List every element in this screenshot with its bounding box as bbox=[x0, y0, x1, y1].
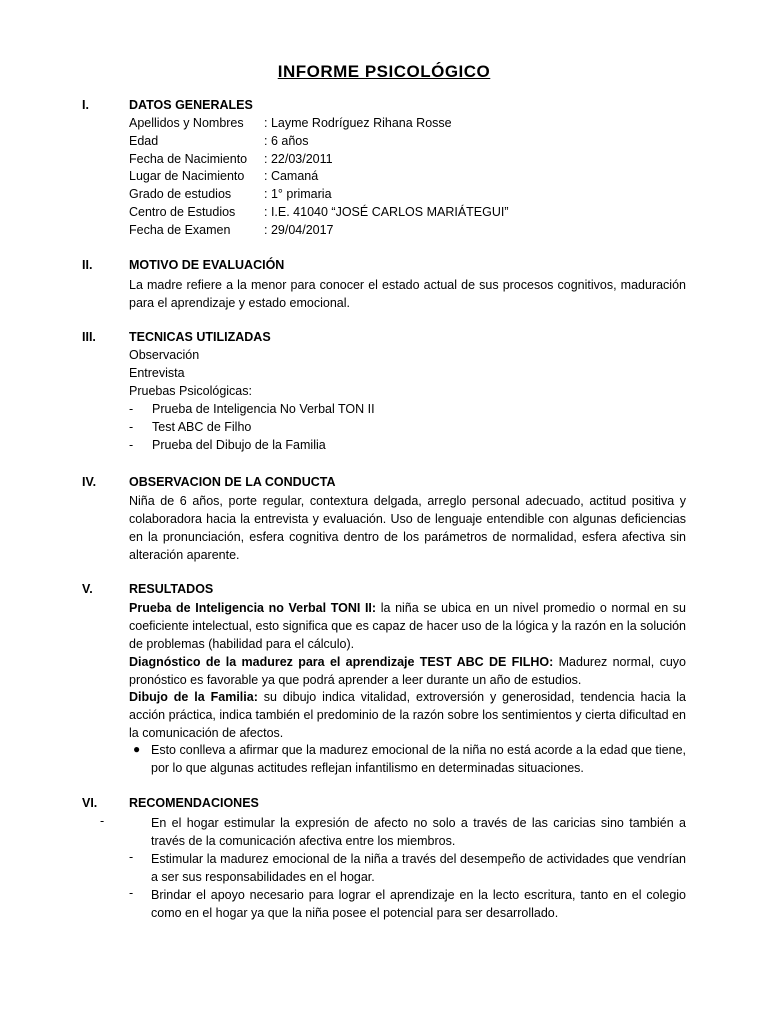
result-abc-lead: Diagnóstico de la madurez para el aprendizaje TEST ABC DE FILHO: bbox=[129, 655, 554, 669]
field-row bbox=[129, 223, 334, 237]
test-item: Test ABC de Filho bbox=[152, 420, 252, 434]
section-1-number: I. bbox=[82, 98, 89, 112]
field-value: : Camaná bbox=[264, 169, 319, 183]
technique-item: Observación bbox=[129, 348, 200, 362]
section-2-text: La madre refiere a la menor para conocer el estado actual de sus procesos cognitivos, maduración para el aprendizaje y estado emocional. bbox=[129, 278, 686, 310]
result-bullet-text: Esto conlleva a afirmar que la madurez emocional de la niña no está acorde a la edad que tiene, por lo que algunas actitudes reflejan infantilismo en determinadas situaciones. bbox=[151, 743, 686, 775]
field-label: Fecha de Nacimiento bbox=[129, 152, 248, 166]
test-item: Prueba de Inteligencia No Verbal TON II bbox=[152, 402, 375, 416]
field-label: Lugar de Nacimiento bbox=[129, 169, 245, 183]
field-value: : 22/03/2011 bbox=[264, 152, 333, 166]
recommendation-item: Brindar el apoyo necesario para lograr el aprendizaje en la lecto escritura, tanto en el colegio como en el hogar ya que la niña posee el potencial para ser desarrollado. bbox=[151, 888, 686, 920]
field-value: : 1° primaria bbox=[264, 187, 332, 201]
field-label: Apellidos y Nombres bbox=[129, 116, 244, 130]
result-toni bbox=[129, 599, 686, 653]
section-5-number: V. bbox=[82, 582, 93, 596]
list-dash: - bbox=[100, 814, 105, 828]
report-title: INFORME PSICOLÓGICO bbox=[277, 62, 491, 81]
section-5-heading: RESULTADOS bbox=[129, 582, 214, 596]
field-label: Centro de Estudios bbox=[129, 205, 236, 219]
field-row bbox=[129, 169, 318, 183]
result-abc bbox=[129, 653, 686, 689]
section-4-number: IV. bbox=[82, 475, 97, 489]
field-value: : Layme Rodríguez Rihana Rosse bbox=[264, 116, 452, 130]
field-value: : 29/04/2017 bbox=[264, 223, 334, 237]
section-2-heading: MOTIVO DE EVALUACIÓN bbox=[129, 258, 285, 272]
result-family bbox=[129, 688, 686, 742]
field-label: Edad bbox=[129, 134, 159, 148]
field-row bbox=[129, 205, 509, 219]
section-4-heading: OBSERVACION DE LA CONDUCTA bbox=[129, 475, 336, 489]
bullet-icon: ● bbox=[133, 742, 141, 756]
section-3-heading: TECNICAS UTILIZADAS bbox=[129, 330, 271, 344]
section-6-heading: RECOMENDACIONES bbox=[129, 796, 259, 810]
technique-item: Pruebas Psicológicas: bbox=[129, 384, 252, 398]
result-toni-text: la niña se ubica en un nivel promedio o normal en su coeficiente intelectual, esto significa que es capaz de hacer uso de la lógica y la razón en la solución de problemas (habilidad para el cálculo). bbox=[129, 601, 687, 651]
test-item: Prueba del Dibujo de la Familia bbox=[152, 438, 326, 452]
section-6-number: VI. bbox=[82, 796, 98, 810]
field-row bbox=[129, 116, 452, 130]
result-toni-lead: Prueba de Inteligencia no Verbal TONI II: bbox=[129, 601, 377, 615]
list-dash: - bbox=[129, 420, 134, 434]
section-1-heading: DATOS GENERALES bbox=[129, 98, 253, 112]
recommendation-item: Estimular la madurez emocional de la niña a través del desempeño de actividades que vendrían a ser sus responsabilidades en el hogar. bbox=[151, 852, 686, 884]
result-abc-text: Madurez normal, cuyo pronóstico es favorable ya que podrá aprender a leer durante un año de estudios. bbox=[129, 655, 686, 687]
field-row bbox=[129, 187, 332, 201]
list-dash: - bbox=[129, 438, 134, 452]
list-dash: - bbox=[129, 850, 134, 864]
field-row bbox=[129, 134, 308, 148]
technique-item: Entrevista bbox=[129, 366, 185, 380]
field-value: : 6 años bbox=[264, 134, 309, 148]
field-label: Grado de estudios bbox=[129, 187, 232, 201]
field-row bbox=[129, 152, 333, 166]
section-2-number: II. bbox=[82, 258, 93, 272]
result-family-lead: Dibujo de la Familia: bbox=[129, 690, 258, 704]
section-3-number: III. bbox=[82, 330, 96, 344]
section-4-text: Niña de 6 años, porte regular, contextura delgada, arreglo personal adecuado, actitud positiva y colaboradora hacia la entrevista y evaluación. Uso de lenguaje entendible con algunas deficiencias en la pronunciación, esfera cognitiva dentro de los parámetros de normalidad, esfera afectiva sin alteración aparente. bbox=[129, 494, 686, 562]
result-family-text: su dibujo indica vitalidad, extroversión y generosidad, tendencia hacia la acción práctica, indica también el predominio de la razón sobre los sentimientos y cierta dificultad en la comunicación de afectos. bbox=[129, 690, 686, 740]
list-dash: - bbox=[129, 886, 134, 900]
field-label: Fecha de Examen bbox=[129, 223, 231, 237]
list-dash: - bbox=[129, 402, 134, 416]
field-value: : I.E. 41040 “JOSÉ CARLOS MARIÁTEGUI” bbox=[264, 205, 509, 219]
recommendation-item: En el hogar estimular la expresión de afecto no solo a través de las caricias sino también a través de la comunicación afectiva entre los miembros. bbox=[151, 816, 686, 848]
